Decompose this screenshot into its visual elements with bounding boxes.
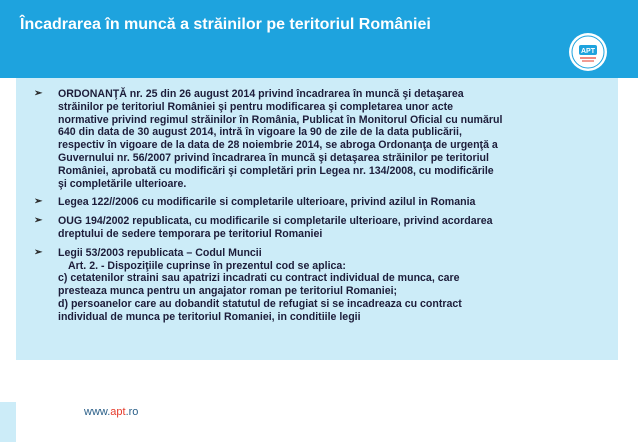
item-line: Art. 2. - Dispoziţiile cuprinse în prezentul cod se aplica: <box>68 259 346 272</box>
list-item <box>34 88 612 190</box>
item-line: normative privind regimul străinilor în România, Publicat în Monitorul Oficial cu numărul <box>58 113 503 126</box>
legislation-list <box>34 88 612 330</box>
item-line: României, aprobată cu modificări şi completări prin Legea nr. 134/2008, cu modificările <box>58 164 494 177</box>
url-suffix: .ro <box>125 406 139 418</box>
item-line: presteaza munca pentru un angajator roman pe teritoriul Romaniei; <box>58 285 398 298</box>
item-line: OUG 194/2002 republicata, cu modificarile si completarile ulterioare, privind acordarea <box>58 215 493 228</box>
arrow-bullet-icon: ➢ <box>34 88 43 99</box>
item-line: ORDONANŢĂ nr. 25 din 26 august 2014 privind încadrarea în muncă şi detaşarea <box>58 88 464 100</box>
list-item <box>34 247 612 324</box>
url-accent: apt <box>110 406 126 418</box>
item-line: Guvernului nr. 56/2007 privind încadrarea în muncă şi detaşarea străinilor pe teritoriul <box>58 151 489 164</box>
item-line: Legea 122//2006 cu modificarile si completarile ulterioare, privind azilul in Romania <box>58 196 476 209</box>
footer-accent-bar <box>0 402 16 442</box>
list-item <box>34 215 612 241</box>
item-line: individual de munca pe teritoriul Romaniei, in conditiile legii <box>58 310 361 323</box>
item-line: c) cetatenilor straini sau apatrizi incadrati cu contract individual de munca, care <box>58 272 460 285</box>
slide-header <box>0 0 638 78</box>
item-line: străinilor pe teritoriul României şi pentru modificarea şi completarea unor acte <box>58 100 454 113</box>
arrow-bullet-icon: ➢ <box>34 196 43 208</box>
item-line: 640 din data de 30 august 2014, intră în vigoare la 90 de zile de la data publicării, <box>58 126 462 139</box>
apt-logo-icon <box>568 32 608 72</box>
arrow-bullet-icon: ➢ <box>34 246 43 258</box>
item-line: d) persoanelor care au dobandit statutul de refugiat si se incadreaza cu contract <box>58 297 462 310</box>
item-line: şi completările ulterioare. <box>58 177 187 190</box>
item-line: dreptului de sedere temporara pe teritoriul Romaniei <box>58 227 323 240</box>
arrow-bullet-icon: ➢ <box>34 215 43 227</box>
website-link[interactable] <box>84 406 138 418</box>
item-line: respectiv în vigoare de la data de 28 noiembrie 2014, se abroga Ordonanţa de urgenţă a <box>58 139 498 152</box>
list-item <box>34 196 612 209</box>
logo-text: APT <box>581 48 595 55</box>
slide-title: Încadrarea în muncă a străinilor pe teritoriul României <box>20 16 431 33</box>
item-line: Legii 53/2003 republicata – Codul Muncii <box>58 246 262 259</box>
url-prefix: www. <box>84 406 111 418</box>
content-panel <box>16 78 618 360</box>
